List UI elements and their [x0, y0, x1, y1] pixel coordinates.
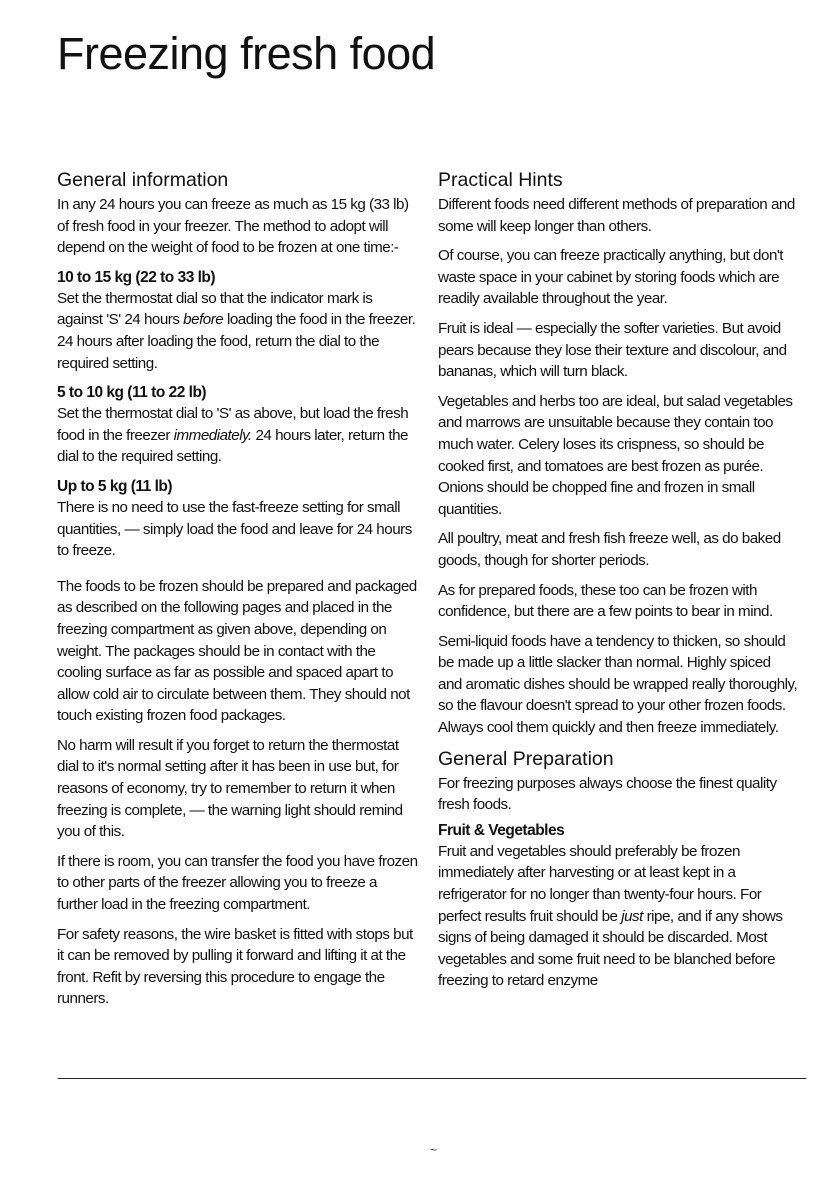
- general-preparation-p1: For freezing purposes always choose the finest quality fresh foods.: [438, 774, 777, 814]
- left-column: [57, 168, 419, 1018]
- fruit-vegetables-heading: Fruit & Vegetables: [438, 821, 565, 839]
- section-up-to-5kg-text: There is no need to use the fast-freeze setting for small quantities, — simply load the food and leave for 24 hours to freeze.: [57, 498, 412, 560]
- practical-hints-heading: Practical Hints: [438, 169, 563, 191]
- packaging-paragraph: The foods to be frozen should be prepared and packaged as described on the following pages and placed in the freezing compartment as given above, depending on weight. The packages should be in contact with the cooling surface as far as possible and spaced apart to allow cold air to circulate between them. They should not touch existing frozen food packages.: [57, 577, 417, 725]
- general-preparation-heading: General Preparation: [438, 747, 614, 770]
- thermostat-paragraph: No harm will result if you forget to return the thermostat dial to it's normal setting after it has been in use but, for reasons of economy, try to remember to return it when freezing is complete, — the warning light should remind you of this.: [57, 736, 403, 841]
- general-information-heading: General information: [57, 169, 229, 191]
- right-column: [438, 168, 798, 1000]
- practical-hints-p7: Semi-liquid foods have a tendency to thicken, so should be made up a little slacker than normal. Highly spiced and aromatic dishes should be wrapped really thoroughly, so the flavour doesn't spread to your other frozen foods. Always cool them quickly and then freeze immediately.: [438, 632, 798, 737]
- practical-hints-p3: Fruit is ideal — especially the softer varieties. But avoid pears because they lose their texture and discolour, and bananas, which will turn black.: [438, 319, 787, 381]
- section-5-10kg-heading: 5 to 10 kg (11 to 22 lb): [57, 384, 207, 402]
- page-title: Freezing fresh food: [57, 28, 436, 79]
- section-5-10kg-text: Set the thermostat dial to 'S' as above, but load the fresh food in the freezer immediately. 24 hours later, return the dial to the required setting.: [57, 405, 409, 466]
- section-10-15kg-heading: 10 to 15 kg (22 to 33 lb): [57, 268, 216, 286]
- section-10-15kg-text: Set the thermostat dial so that the indicator mark is against 'S' 24 hours before loading the food in the freezer. 24 hours after loading the food, return the dial to the required setting.: [57, 289, 416, 372]
- section-up-to-5kg-heading: Up to 5 kg (11 lb): [57, 477, 173, 495]
- wire-basket-paragraph: For safety reasons, the wire basket is fitted with stops but it can be removed by pulling it forward and lifting it at the front. Refit by reversing this procedure to engage the runners.: [57, 925, 413, 1008]
- fruit-vegetables-text: Fruit and vegetables should preferably be frozen immediately after harvesting or at least kept in a refrigerator for no longer than twenty-four hours. For perfect results fruit should be just ripe, and if any shows signs of being damaged it should be discarded. Most vegetables and some fruit need to be blanched before freezing to retard enzyme: [438, 842, 783, 990]
- practical-hints-p4: Vegetables and herbs too are ideal, but salad vegetables and marrows are unsuitable because they contain too much water. Celery loses its crispness, so should be cooked first, and tomatoes are best frozen as purée. Onions should be chopped fine and frozen in small quantities.: [438, 392, 793, 518]
- general-information-intro: In any 24 hours you can freeze as much as 15 kg (33 lb) of fresh food in your freezer. The method to adopt will depend on the weight of food to be frozen at one time:-: [57, 196, 409, 257]
- footer-rule: [58, 1078, 806, 1079]
- practical-hints-p1: Different foods need different methods of preparation and some will keep longer than others.: [438, 196, 795, 235]
- practical-hints-p5: All poultry, meat and fresh fish freeze well, as do baked goods, though for shorter periods.: [438, 530, 781, 569]
- practical-hints-p2: Of course, you can freeze practically anything, but don't waste space in your cabinet by storing foods which are readily available throughout the year.: [438, 247, 784, 308]
- practical-hints-p6: As for prepared foods, these too can be frozen with confidence, but there are a few points to bear in mind.: [438, 581, 773, 621]
- page-mark: ~: [430, 1143, 438, 1157]
- transfer-paragraph: If there is room, you can transfer the food you have frozen to other parts of the freezer allowing you to freeze a further load in the freezing compartment.: [57, 852, 418, 914]
